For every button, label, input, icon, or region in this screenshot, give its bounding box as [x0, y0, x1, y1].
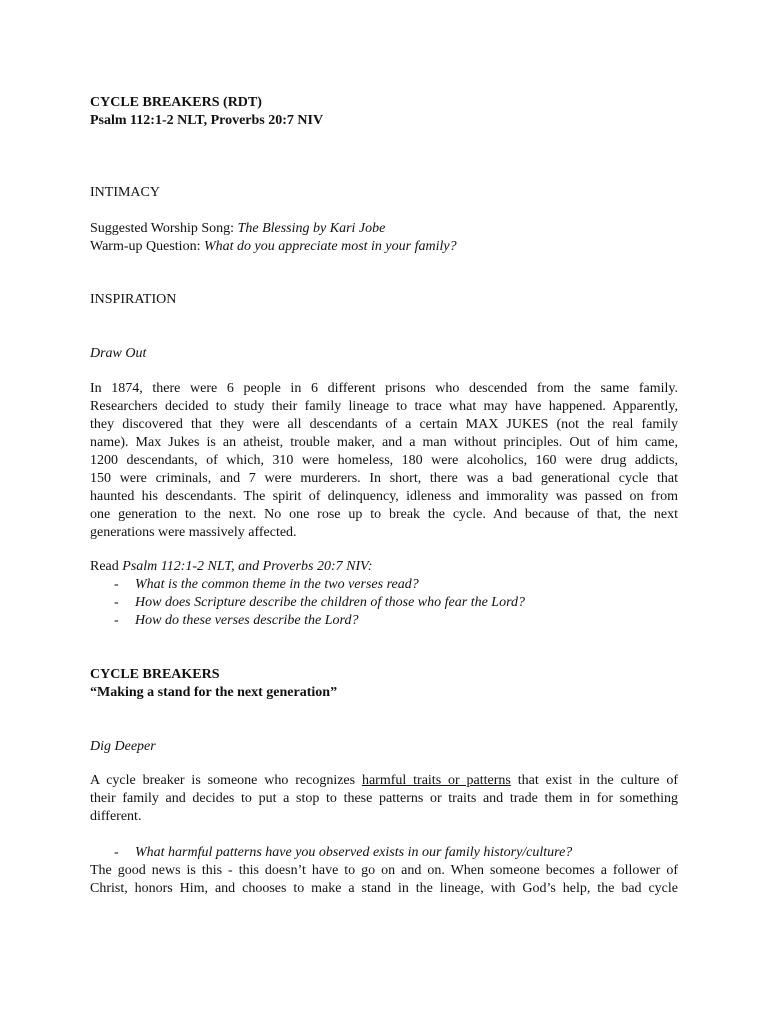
- paragraph-line: Christ, honors Him, and chooses to make a stand in the lineage, with God’s help, the bad cycle: [90, 881, 678, 896]
- bullet-dash: -: [114, 845, 119, 860]
- document-title: CYCLE BREAKERS (RDT): [90, 95, 262, 110]
- list-item: - What is the common theme in the two verses read?: [114, 577, 419, 592]
- inspiration-heading: INSPIRATION: [90, 292, 177, 307]
- harmful-patterns-question: [90, 844, 678, 862]
- bullet-dash: -: [114, 577, 119, 592]
- warmup-label: Warm-up Question:: [90, 239, 204, 254]
- worship-song-line: [90, 220, 678, 238]
- bullet-dash: -: [114, 613, 119, 628]
- paragraph-line: Researchers decided to study their family lineage to trace what may have happened. Apparently,: [90, 399, 678, 414]
- scripture-references: Psalm 112:1-2 NLT, Proverbs 20:7 NIV: [90, 113, 324, 128]
- paragraph-line: 1200 descendants, of which, 310 were homeless, 180 were alcoholics, 160 were drug addicts,: [90, 453, 678, 468]
- cycle-breakers-heading: CYCLE BREAKERS: [90, 667, 220, 682]
- paragraph-line: their family and decides to put a stop to these patterns or traits and trade them in for something: [90, 791, 678, 806]
- paragraph-line: one generation to the next. No one rose up to break the cycle. And because of that, the next: [90, 507, 678, 522]
- draw-out-subheading: Draw Out: [90, 346, 147, 361]
- worship-song-title: The Blessing by Kari Jobe: [237, 221, 386, 236]
- discussion-questions: [90, 576, 678, 630]
- paragraph-line: they discovered that they were all descendants of a certain MAX JUKES (not the real family: [90, 417, 678, 432]
- paragraph-line: 150 were criminals, and 7 were murderers. In short, there was a bad generational cycle that: [90, 471, 678, 486]
- intimacy-heading: INTIMACY: [90, 185, 160, 200]
- paragraph-line: name). Max Jukes is an atheist, trouble maker, and a man without principles. Out of him came,: [90, 435, 678, 450]
- paragraph-line: The good news is this - this doesn’t have to go on and on. When someone becomes a follower of: [90, 863, 678, 878]
- list-item: - How do these verses describe the Lord?: [114, 613, 359, 628]
- good-news-paragraph: [90, 862, 678, 898]
- read-references: Psalm 112:1-2 NLT, and Proverbs 20:7 NIV:: [122, 559, 373, 574]
- dig-deeper-subheading: Dig Deeper: [90, 739, 156, 754]
- paragraph-line: In 1874, there were 6 people in 6 different prisons who descended from the same family.: [90, 381, 678, 396]
- paragraph-line: generations were massively affected.: [90, 525, 297, 540]
- list-item: - What harmful patterns have you observed exists in our family history/culture?: [114, 845, 573, 860]
- worship-song-label: Suggested Worship Song:: [90, 221, 238, 236]
- section-tagline: “Making a stand for the next generation”: [90, 685, 338, 700]
- read-label: Read: [90, 559, 123, 574]
- bullet-dash: -: [114, 595, 119, 610]
- list-item: - How does Scripture describe the children of those who fear the Lord?: [114, 595, 526, 610]
- definition-paragraph: [90, 772, 678, 826]
- underlined-phrase: harmful traits or patterns: [361, 773, 511, 788]
- paragraph-line: A cycle breaker is someone who recognizes harmful traits or patterns that exist in the culture of: [90, 773, 679, 788]
- warmup-question: What do you appreciate most in your family?: [203, 239, 457, 254]
- paragraph-line: different.: [90, 809, 142, 824]
- read-instruction: [90, 558, 678, 576]
- story-paragraph: [90, 380, 678, 542]
- warmup-question-line: [90, 238, 678, 256]
- paragraph-line: haunted his descendants. The spirit of delinquency, idleness and immorality was passed on from: [90, 489, 678, 504]
